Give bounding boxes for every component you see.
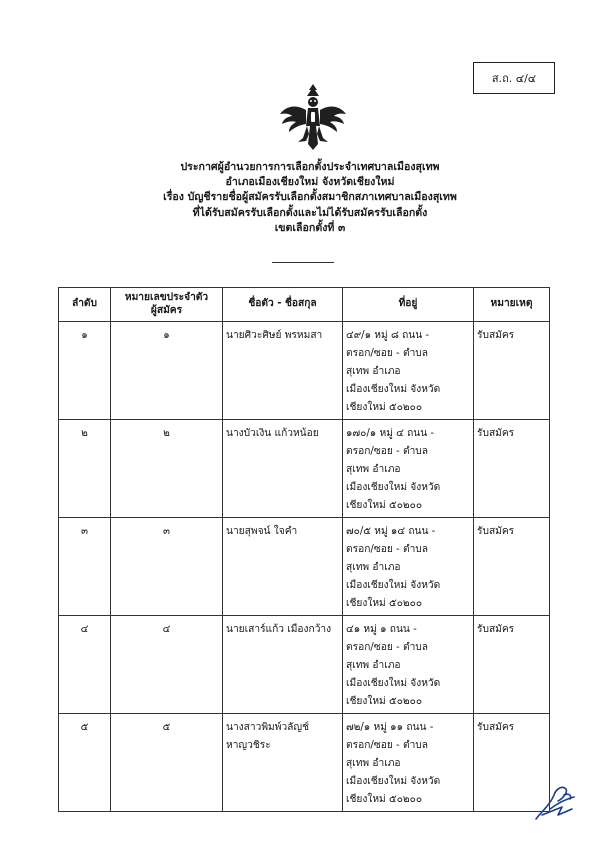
- cell-order: ๓: [59, 518, 111, 616]
- cell-name: [223, 420, 343, 518]
- cell-remark: รับสมัคร: [474, 616, 550, 714]
- cell-order: ๒: [59, 420, 111, 518]
- address-line: เชียงใหม่ ๕๐๒๐๐: [346, 500, 423, 511]
- table-row: [59, 420, 550, 518]
- address-line: ๗๐/๕ หมู่ ๑๔ ถนน -: [346, 526, 436, 537]
- address-line: ๔๑ หมู่ ๑ ถนน -: [346, 624, 417, 635]
- table-row: [59, 616, 550, 714]
- cell-order: ๔: [59, 616, 111, 714]
- form-code-box: [473, 62, 555, 94]
- address-line: เชียงใหม่ ๕๐๒๐๐: [346, 696, 423, 707]
- col-header-remark: หมายเหตุ: [474, 288, 550, 322]
- address-line: สุเทพ อำเภอ: [346, 366, 401, 377]
- cell-name: [223, 714, 343, 812]
- heading-line-2: อำเภอเมืองเชียงใหม่ จังหวัดเชียงใหม่: [225, 176, 395, 189]
- col-header-order: ลำดับ: [59, 288, 111, 322]
- cell-address: [343, 714, 474, 812]
- col-header-number: [111, 288, 223, 322]
- table-header-row: [59, 288, 550, 322]
- address-line: ตรอก/ซอย - ตำบล: [346, 642, 429, 653]
- cell-name: [223, 616, 343, 714]
- announcement-heading: [100, 160, 520, 236]
- name-line: หาญวชิระ: [226, 740, 271, 751]
- col-header-name: ชื่อตัว - ชื่อสกุล: [223, 288, 343, 322]
- address-line: ตรอก/ซอย - ตำบล: [346, 544, 429, 555]
- address-line: เชียงใหม่ ๕๐๒๐๐: [346, 794, 423, 805]
- heading-line-5: เขตเลือกตั้งที่ ๓: [274, 221, 346, 234]
- cell-number: ๓: [111, 518, 223, 616]
- cell-name: [223, 518, 343, 616]
- address-line: สุเทพ อำเภอ: [346, 758, 401, 769]
- cell-number: ๒: [111, 420, 223, 518]
- name-line: นางบัวเงิน แก้วหน้อย: [226, 428, 319, 439]
- table-row: [59, 518, 550, 616]
- name-line: นายสุพจน์ ใจคำ: [226, 526, 298, 537]
- address-line: ตรอก/ซอย - ตำบล: [346, 348, 429, 359]
- col-header-number-line2: ผู้สมัคร: [150, 304, 183, 316]
- cell-address: [343, 616, 474, 714]
- name-line: นายศิวะศิษย์ พรหมสา: [226, 330, 323, 341]
- address-line: ๗๒/๑ หมู่ ๑๑ ถนน -: [346, 722, 434, 733]
- cell-remark: รับสมัคร: [474, 518, 550, 616]
- address-line: เมืองเชียงใหม่ จังหวัด: [346, 678, 441, 689]
- col-header-address: ที่อยู่: [343, 288, 474, 322]
- address-line: ๔๙/๑ หมู่ ๘ ถนน -: [346, 330, 430, 341]
- heading-line-1: ประกาศผู้อำนวยการการเลือกตั้งประจำเทศบาลเมืองสุเทพ: [180, 161, 440, 173]
- cell-remark: รับสมัคร: [474, 420, 550, 518]
- address-line: เชียงใหม่ ๕๐๒๐๐: [346, 402, 423, 413]
- table-row: [59, 714, 550, 812]
- address-line: สุเทพ อำเภอ: [346, 660, 401, 671]
- cell-number: ๔: [111, 616, 223, 714]
- address-line: ตรอก/ซอย - ตำบล: [346, 740, 429, 751]
- candidate-table: [58, 287, 550, 812]
- signature-mark-icon: [528, 775, 583, 825]
- cell-address: [343, 420, 474, 518]
- address-line: เมืองเชียงใหม่ จังหวัด: [346, 776, 441, 787]
- garuda-emblem-icon: [278, 80, 348, 152]
- cell-order: ๕: [59, 714, 111, 812]
- form-code: ส.ถ. ๔/๔: [491, 72, 537, 85]
- name-line: นายเสาร์แก้ว เมืองกว้าง: [226, 624, 332, 635]
- cell-remark: รับสมัคร: [474, 714, 550, 812]
- heading-divider: [272, 262, 334, 263]
- address-line: เชียงใหม่ ๕๐๒๐๐: [346, 598, 423, 609]
- heading-line-4: ที่ได้รับสมัครรับเลือกตั้งและไม่ได้รับสมัครรับเลือกตั้ง: [192, 206, 428, 219]
- name-line: นางสาวพิมพ์วลัญช์: [226, 722, 310, 733]
- address-line: เมืองเชียงใหม่ จังหวัด: [346, 482, 441, 493]
- address-line: สุเทพ อำเภอ: [346, 562, 401, 573]
- heading-line-3: เรื่อง บัญชีรายชื่อผู้สมัครรับเลือกตั้งสมาชิกสภาเทศบาลเมืองสุเทพ: [163, 191, 457, 204]
- cell-remark: รับสมัคร: [474, 322, 550, 420]
- table-row: [59, 322, 550, 420]
- cell-address: [343, 518, 474, 616]
- cell-order: ๑: [59, 322, 111, 420]
- cell-name: [223, 322, 343, 420]
- cell-number: ๑: [111, 322, 223, 420]
- address-line: เมืองเชียงใหม่ จังหวัด: [346, 384, 441, 395]
- address-line: ตรอก/ซอย - ตำบล: [346, 446, 429, 457]
- cell-address: [343, 322, 474, 420]
- address-line: ๑๗๐/๑ หมู่ ๔ ถนน -: [346, 428, 435, 439]
- cell-number: ๕: [111, 714, 223, 812]
- col-header-number-line1: หมายเลขประจำตัว: [124, 292, 209, 303]
- address-line: สุเทพ อำเภอ: [346, 464, 401, 475]
- address-line: เมืองเชียงใหม่ จังหวัด: [346, 580, 441, 591]
